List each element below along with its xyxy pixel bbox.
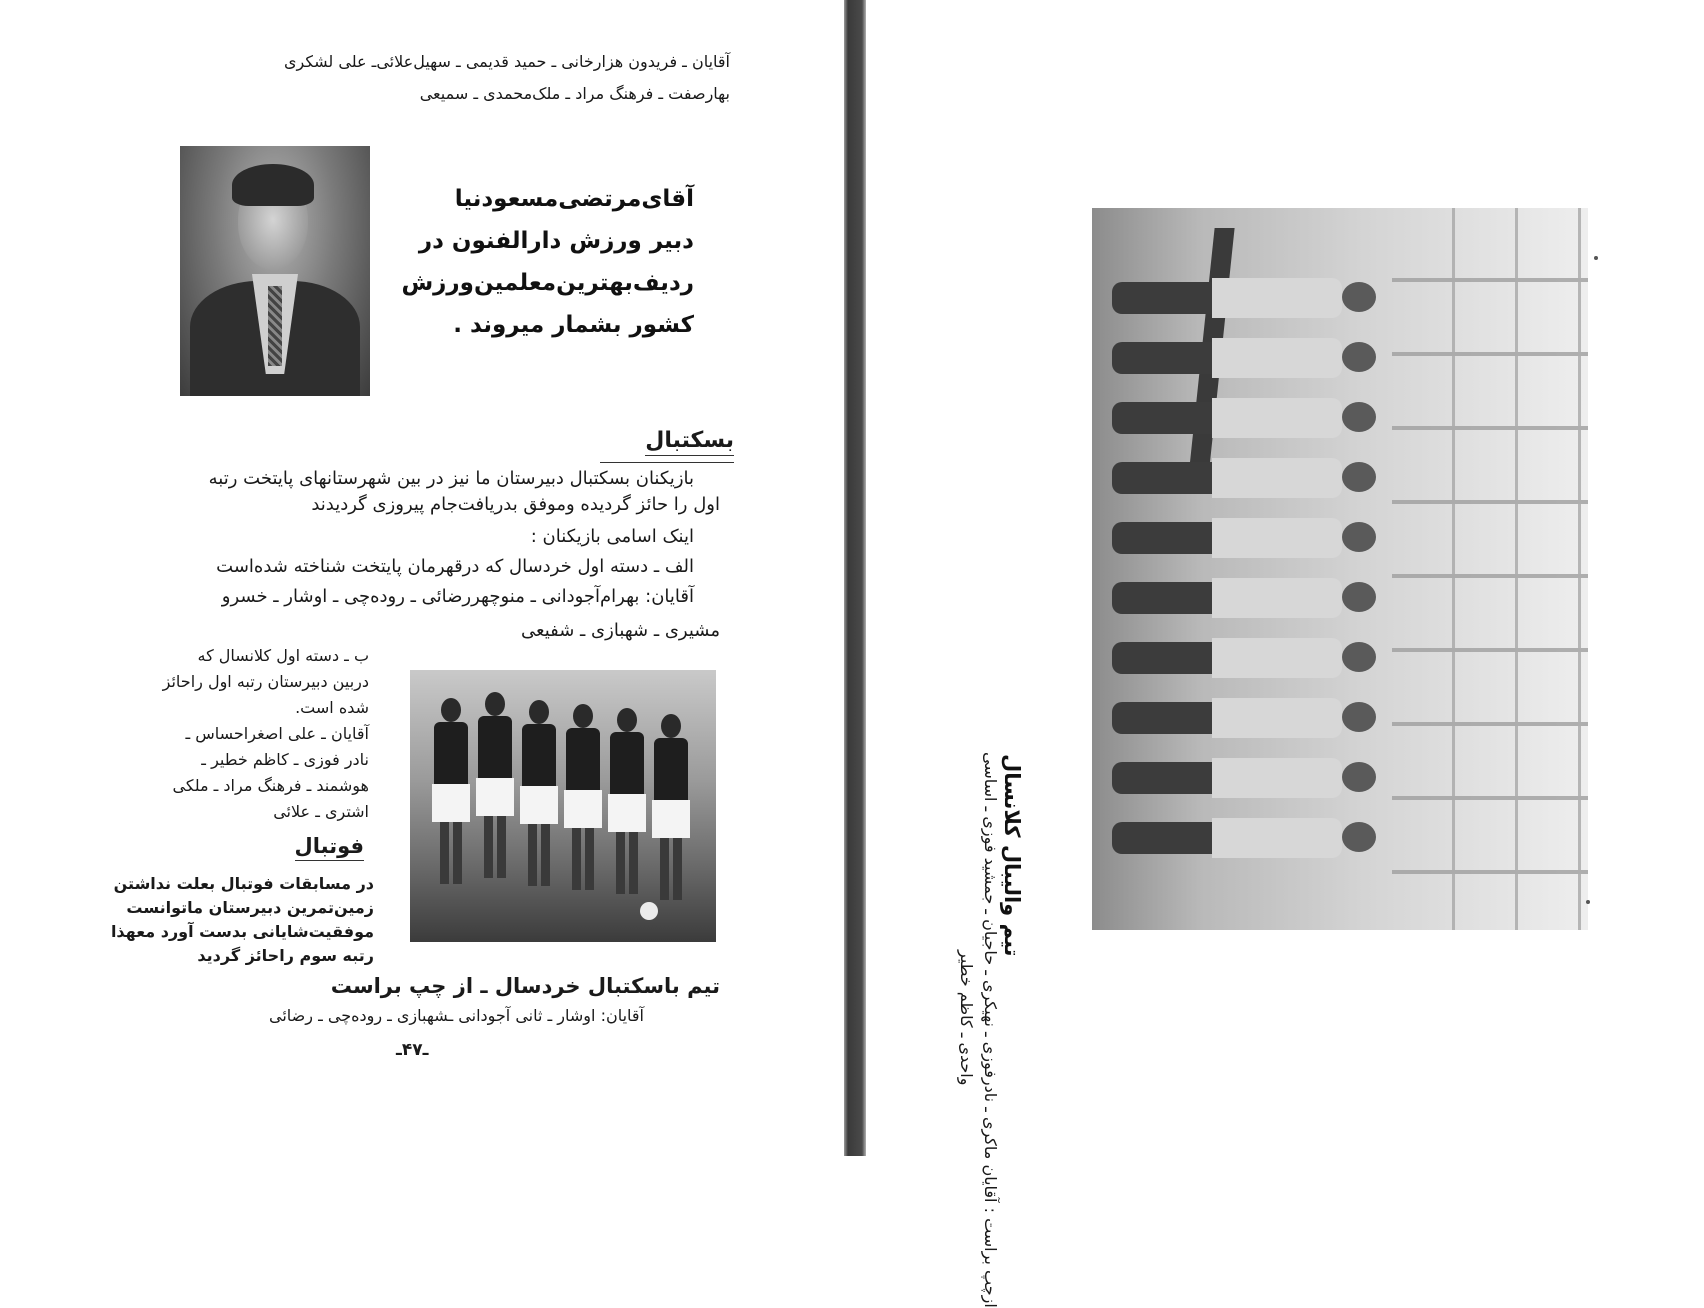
basketball-text-line: آقایان: بهرام‌آجودانی ـ منوچهررضائی ـ رودەچی ـ اوشار ـ خسرو: [221, 586, 694, 607]
team-b-text-line: دربین دبیرستان رتبه اول راحائز: [162, 672, 369, 691]
teacher-caption-line: ردیف‌بهترین‌معلمین‌ورزش: [401, 270, 694, 296]
football-text-line: زمین‌تمرین دبیرستان ماتوانست: [126, 898, 374, 917]
page-number: ـ۴۷ـ: [396, 1040, 429, 1060]
volleyball-caption-line-2: واحدی ـ کاظم خطیر: [957, 950, 976, 1086]
basketball-text-line: مشیری ـ شهبازی ـ شفیعی: [521, 620, 720, 641]
volleyball-team-photo: [1092, 208, 1588, 930]
team-photo-caption-title: تیم باسکتبال خردسال ـ از چپ براست: [330, 974, 720, 998]
top-names-line-2: بهارصفت ـ فرهنگ مراد ـ ملک‌محمدی ـ سمیعی: [419, 84, 730, 103]
left-page: [0, 0, 844, 1156]
top-names-line-1: آقایان ـ فریدون هزارخانی ـ حمید قدیمی ـ سهیل‌علائی‌ـ علی لشکری: [283, 52, 730, 71]
teacher-caption-line: کشور بشمار میروند .: [453, 312, 694, 338]
football-heading: فوتبال: [295, 834, 364, 861]
teacher-caption-line: دبیر ورزش دارالفنون در: [418, 228, 694, 254]
teacher-caption: [401, 178, 694, 346]
teacher-portrait-photo: [180, 146, 370, 396]
team-b-text-line: هوشمند ـ فرهنگ مراد ـ ملکی: [172, 776, 369, 795]
team-b-text-line: نادر فوزی ـ کاظم خطیر ـ: [201, 750, 369, 769]
basketball-text-line: الف ـ دسته اول خردسال که درقهرمان پایتخت شناخته شده‌است: [216, 556, 694, 577]
basketball-team-photo: [410, 670, 716, 942]
print-speck: [1586, 900, 1590, 904]
basketball-text-line: اول را حائز گردیده وموفق بدریافت‌جام پیروزی گردیدند: [311, 494, 720, 515]
basketball-text-line: بازیکنان بسکتبال دبیرستان ما نیز در بین شهرستانهای پایتخت رتبه: [208, 468, 694, 489]
book-gutter: [844, 0, 866, 1156]
team-b-text-line: شده است.: [295, 698, 369, 717]
team-b-text-line: آقایان ـ علی اصغراحساس ـ: [185, 724, 369, 743]
team-b-text-line: ب ـ دسته اول کلانسال که: [197, 646, 369, 665]
football-text-line: رتبه سوم راحائز گردید: [197, 946, 374, 965]
basketball-text-line: اینک اسامی بازیکنان :: [530, 526, 694, 547]
team-photo-caption-names: آقایان: اوشار ـ ثانی آجودانی ـشهبازی ـ رودەچی ـ رضائی: [269, 1006, 644, 1025]
volleyball-caption-title: تیم والیبال کلانسال: [1000, 754, 1024, 957]
volleyball-caption-line-1: ازچپ براست : آقایان ماکری ـ نادرفوزی ـ نهیکری ـ حاجیان ـ جمشید فوزی ـ اساسی: [981, 752, 1000, 1308]
team-b-text-line: اشتری ـ علائی: [273, 802, 369, 821]
football-text-line: موفقیت‌شایانی بدست آورد معهذا: [110, 922, 374, 941]
football-text-line: در مسابقات فوتبال بعلت نداشتن: [113, 874, 374, 893]
teacher-caption-line: آقای‌مرتضی‌مسعودنیا: [454, 186, 694, 212]
heading-rule: [600, 462, 734, 463]
basketball-heading: بسکتبال: [645, 428, 734, 456]
print-speck: [1594, 256, 1598, 260]
